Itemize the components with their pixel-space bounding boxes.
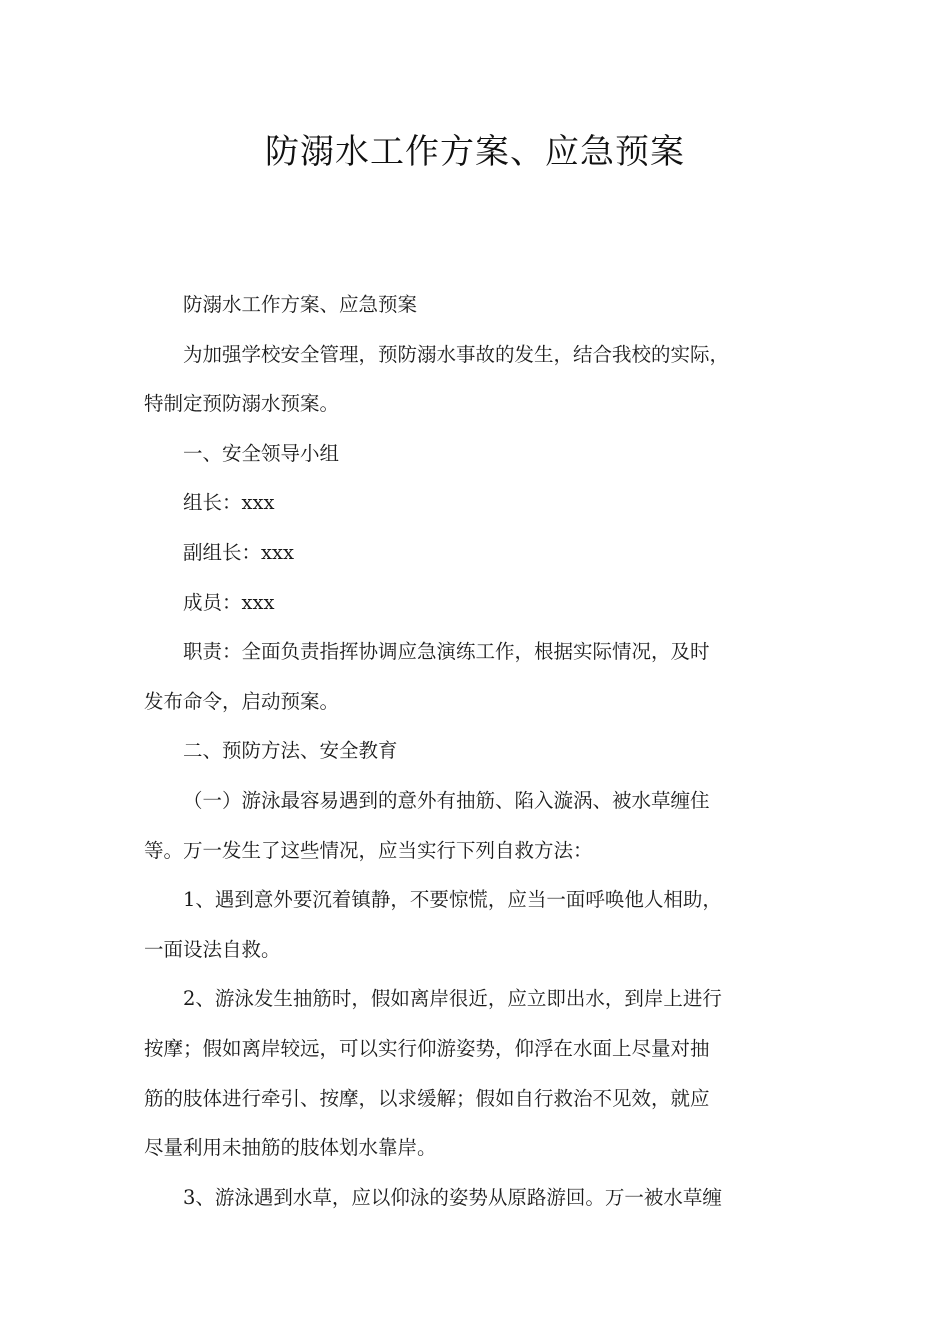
body-line: 等。万一发生了这些情况，应当实行下列自救方法： [144, 838, 593, 862]
body-line: 1、遇到意外要沉着镇静，不要惊慌，应当一面呼唤他人相助， [183, 888, 722, 912]
body-line: 按摩；假如离岸较远，可以实行仰游姿势，仰浮在水面上尽量对抽 [144, 1036, 710, 1060]
body-line: 防溺水工作方案、应急预案 [183, 293, 418, 316]
body-line: 2、游泳发生抽筋时，假如离岸很近，应立即出水，到岸上进行 [183, 987, 722, 1011]
section-heading: 二、预防方法、安全教育 [183, 739, 398, 763]
body-line: 职责：全面负责指挥协调应急演练工作，根据实际情况，及时 [183, 640, 710, 664]
body-line: 成员：xxx [183, 590, 275, 614]
body-line: 为加强学校安全管理，预防溺水事故的发生，结合我校的实际， [183, 342, 730, 366]
document-body [144, 280, 830, 1222]
body-line: 一面设法自救。 [144, 937, 281, 961]
body-line: （一）游泳最容易遇到的意外有抽筋、陷入漩涡、被水草缠住 [183, 788, 710, 812]
body-line: 筋的肢体进行牵引、按摩，以求缓解；假如自行救治不见效，就应 [144, 1086, 710, 1110]
page-title: 防溺水工作方案、应急预案 [265, 132, 685, 172]
body-line: 特制定预防溺水预案。 [144, 392, 340, 416]
body-line: 3、游泳遇到水草，应以仰泳的姿势从原路游回。万一被水草缠 [183, 1185, 722, 1209]
body-line: 发布命令，启动预案。 [144, 689, 340, 713]
body-line: 尽量利用未抽筋的肢体划水靠岸。 [144, 1136, 437, 1160]
body-line: 副组长：xxx [183, 540, 294, 564]
section-heading: 一、安全领导小组 [183, 441, 340, 465]
body-line: 组长：xxx [183, 491, 275, 515]
